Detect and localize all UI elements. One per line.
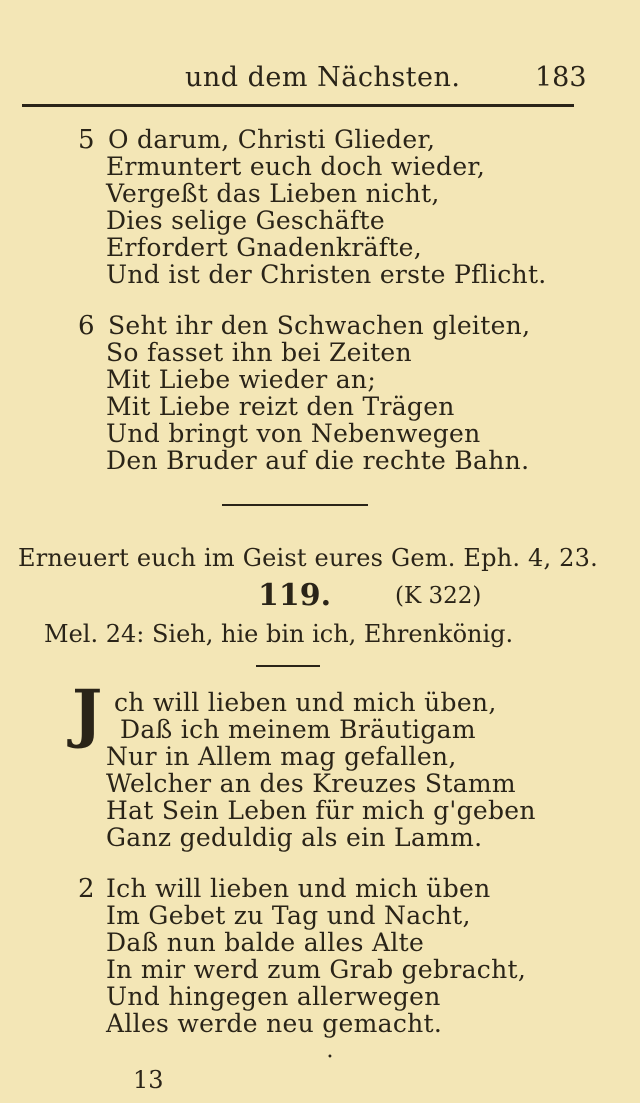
running-title: und dem Nächsten. xyxy=(185,62,461,93)
verse-line: In mir werd zum Grab gebracht, xyxy=(106,955,527,984)
verse-line: Seht ihr den Schwachen gleiten, xyxy=(108,311,531,340)
verse-line: Hat Sein Leben für mich g'geben xyxy=(106,796,536,825)
verse-line: O darum, Christi Glieder, xyxy=(108,125,436,154)
verse-number: 2 xyxy=(78,874,95,904)
verse-line: Mit Liebe wieder an; xyxy=(106,365,377,394)
verse-line: ch will lieben und mich üben, xyxy=(114,688,497,717)
scripture-motto: Erneuert euch im Geist eures Gem. Eph. 4, 23. xyxy=(18,544,598,572)
melody-line: Mel. 24: Sieh, hie bin ich, Ehrenkönig. xyxy=(44,620,514,648)
verse-line: Ich will lieben und mich üben xyxy=(106,874,491,903)
verse-number: 6 xyxy=(78,311,95,341)
verse-number: 5 xyxy=(78,125,95,155)
verse-line: Daß nun balde alles Alte xyxy=(106,928,425,957)
verse-line: Alles werde neu gemacht. xyxy=(106,1009,443,1038)
hymn-reference: (K 322) xyxy=(395,583,482,609)
hymn-number: 119. xyxy=(258,578,332,613)
section-divider xyxy=(222,504,368,506)
verse-line: Und bringt von Nebenwegen xyxy=(106,419,481,448)
verse-line: Nur in Allem mag gefallen, xyxy=(106,742,457,771)
verse-line: Und hingegen allerwegen xyxy=(106,982,441,1011)
drop-cap: J xyxy=(72,676,103,751)
short-divider xyxy=(256,665,320,667)
header-rule xyxy=(22,104,574,107)
verse-line: Den Bruder auf die rechte Bahn. xyxy=(106,446,530,475)
verse-line: Im Gebet zu Tag und Nacht, xyxy=(106,901,471,930)
verse-line: Mit Liebe reizt den Trägen xyxy=(106,392,455,421)
verse-line: Und ist der Christen erste Pflicht. xyxy=(106,260,547,289)
verse-line: So fasset ihn bei Zeiten xyxy=(106,338,412,367)
verse-line: Daß ich meinem Bräutigam xyxy=(120,715,476,744)
page-number: 183 xyxy=(535,62,587,93)
verse-line: Vergeßt das Lieben nicht, xyxy=(106,179,440,208)
verse-line: Dies selige Geschäfte xyxy=(106,206,385,235)
verse-line: Ganz geduldig als ein Lamm. xyxy=(106,823,483,852)
verse-line: Welcher an des Kreuzes Stamm xyxy=(106,769,516,798)
verse-line: Ermuntert euch doch wieder, xyxy=(106,152,486,181)
printer-signature: 13 xyxy=(133,1066,164,1094)
verse-line: Erfordert Gnadenkräfte, xyxy=(106,233,423,262)
ink-speck: • xyxy=(327,1052,333,1063)
